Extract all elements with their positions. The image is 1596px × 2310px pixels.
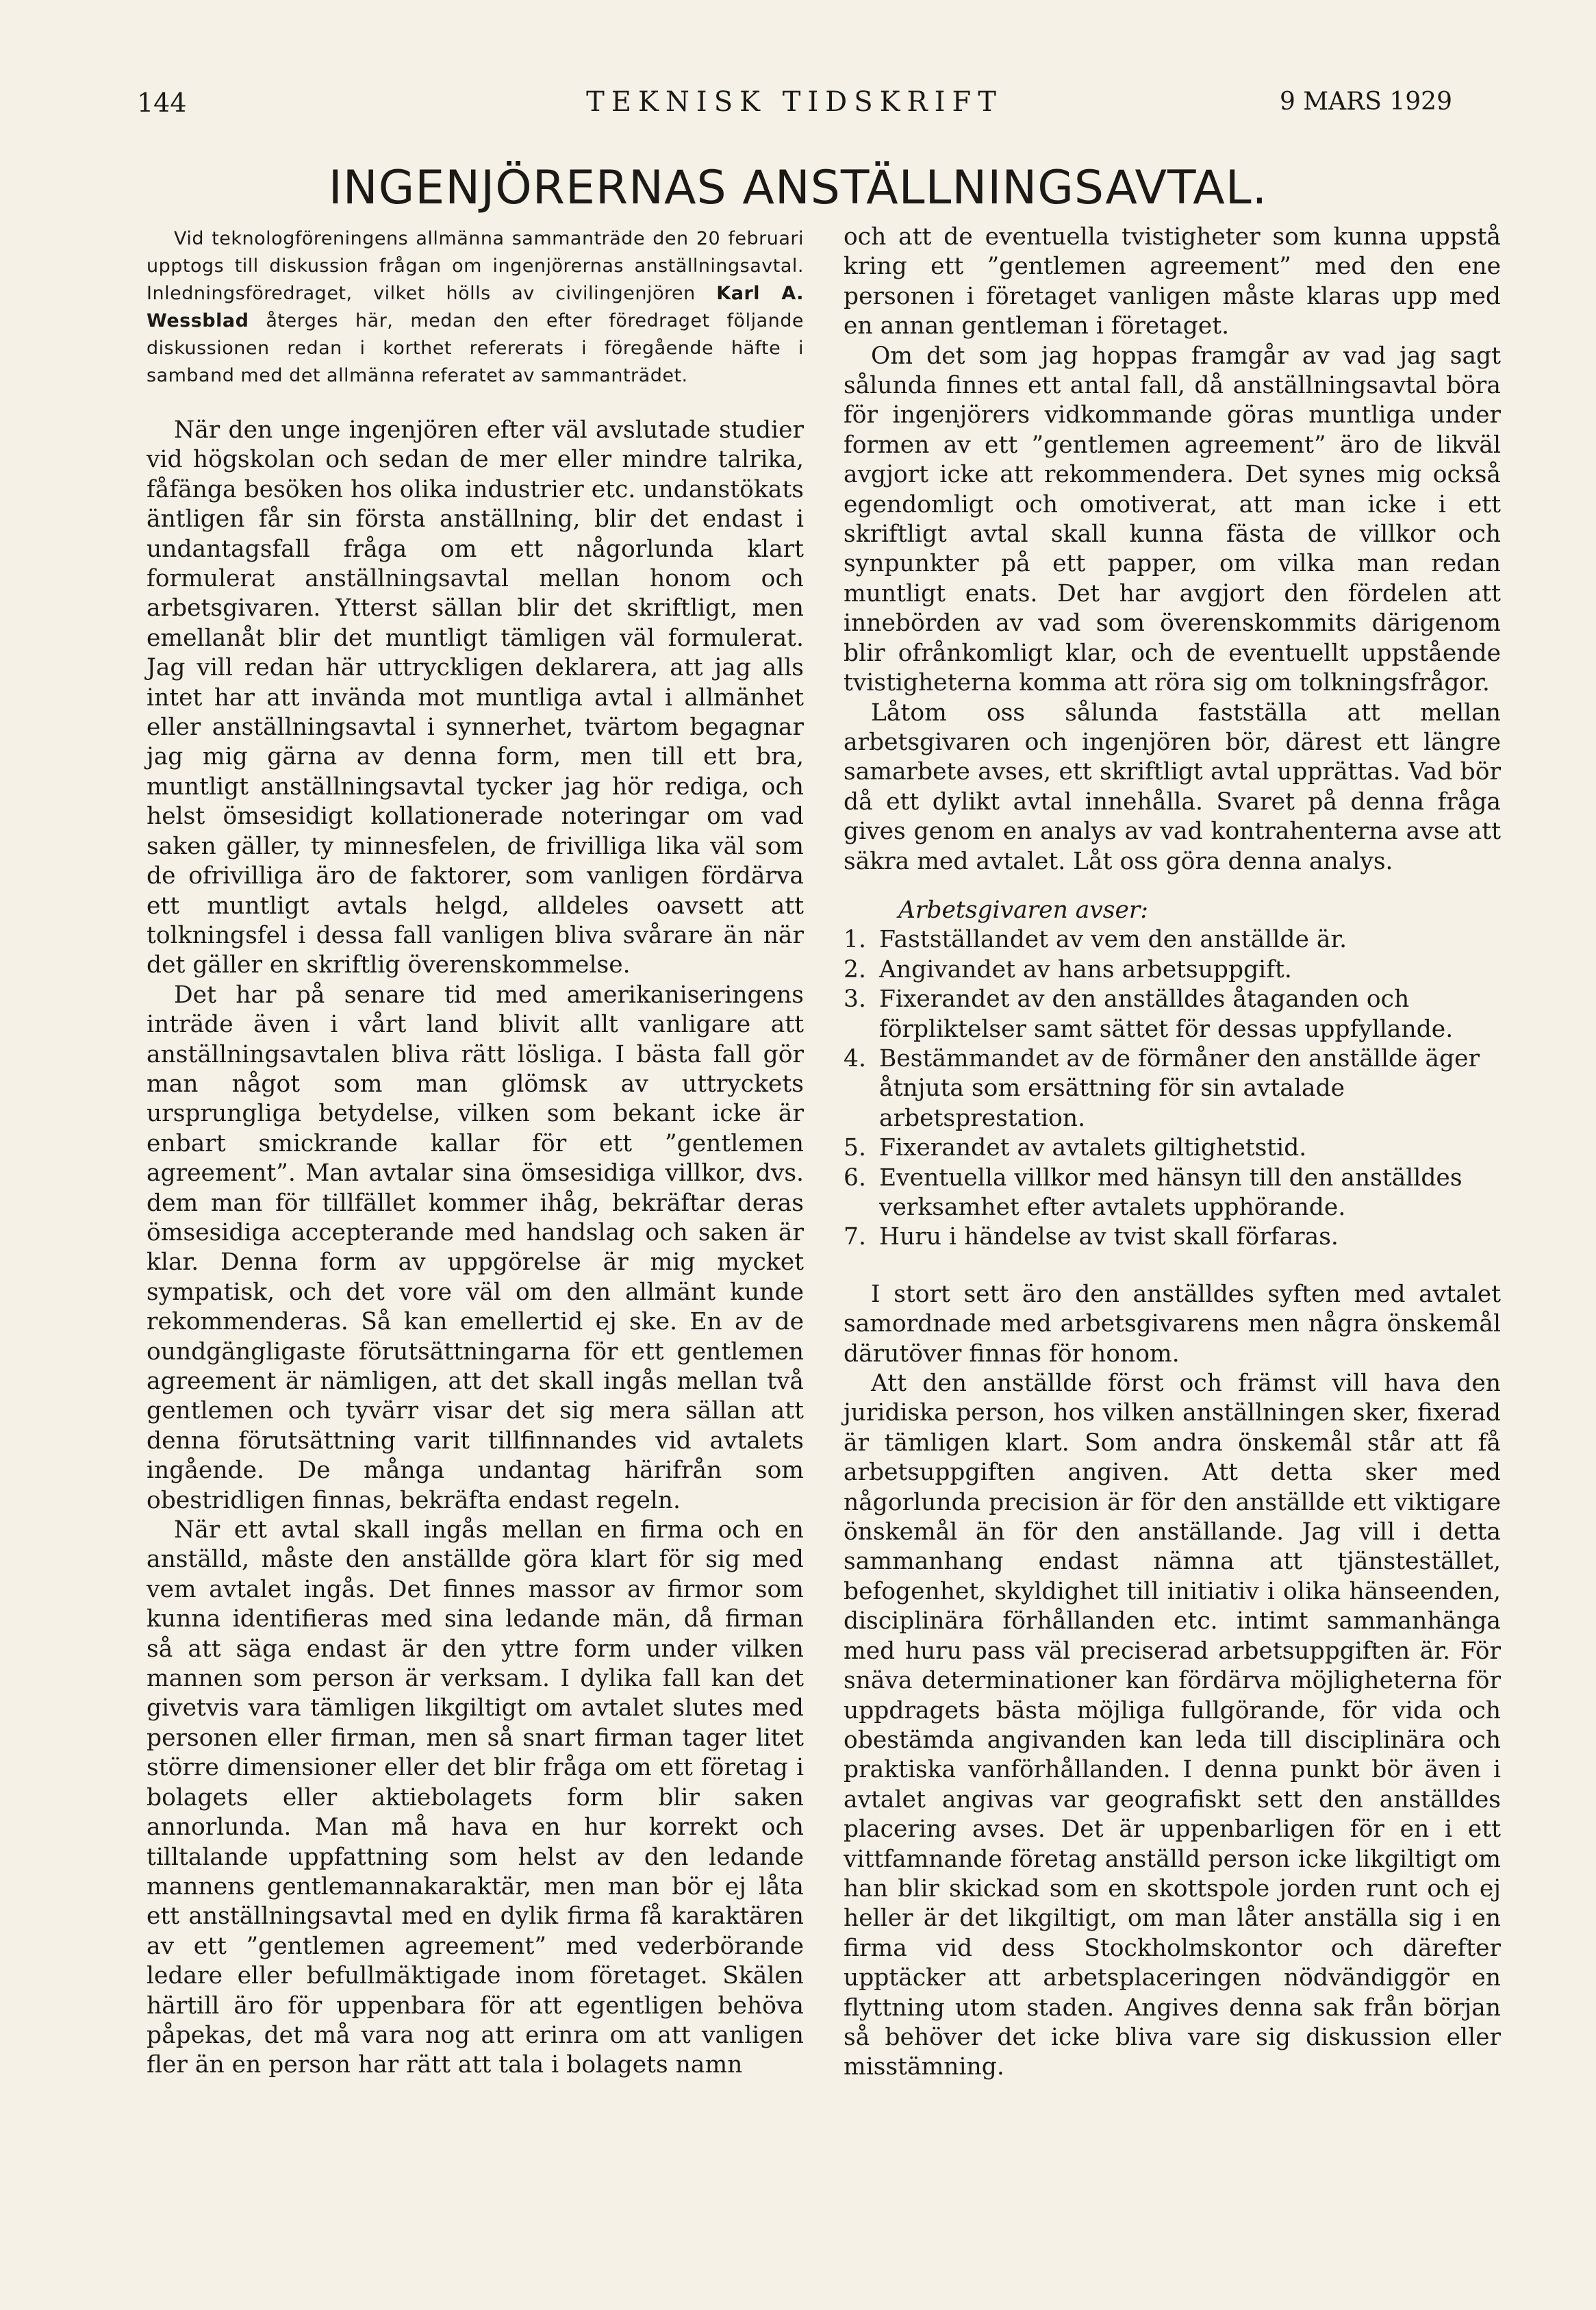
- article-title: INGENJÖRERNAS ANSTÄLLNINGSAVTAL.: [328, 161, 1268, 215]
- body-paragraph: Låtom oss sålunda fastställa att mellan arbetsgivaren och ingenjören bör, därest ett längre samarbete avses, ett skriftligt avtal upprättas. Vad bör då ett dylikt avtal innehålla. Svaret på denna fråga gives genom en analys av vad kontrahenterna avse att säkra med avtalet. Låt oss göra denna analys.: [844, 699, 1501, 875]
- body-paragraph: och att de eventuella tvistigheter som kunna uppstå kring ett ”gentlemen agreement” med den ene personen i företaget vanligen måste klaras upp med en annan gentleman i företaget.: [844, 223, 1501, 340]
- list-item-text: Fastställandet av vem den anställde är.: [879, 926, 1347, 954]
- list-item-number: 3.: [844, 985, 866, 1014]
- list-item-number: 5.: [844, 1134, 866, 1162]
- list-item-text: Angivandet av hans arbetsuppgift.: [879, 955, 1292, 983]
- running-header: [137, 81, 1452, 129]
- list-item-text: Huru i händelse av tvist skall förfaras.: [879, 1223, 1339, 1251]
- list-item: [844, 1044, 1501, 1133]
- journal-name: TEKNISK TIDSKRIFT: [586, 86, 1003, 118]
- page-number: 144: [137, 88, 187, 118]
- right-column: [844, 223, 1501, 2083]
- list-item: [844, 985, 1501, 1044]
- list-item-number: 6.: [844, 1164, 866, 1192]
- list-item-number: 1.: [844, 926, 866, 954]
- list-item: [844, 1222, 1501, 1252]
- list-item: [844, 1133, 1501, 1163]
- list-item-text: Fixerandet av avtalets giltighetstid.: [879, 1134, 1307, 1162]
- list-item: [844, 955, 1501, 985]
- body-paragraph: När ett avtal skall ingås mellan en firma och en anställd, måste den anställde göra klart för sig med vem avtalet ingås. Det finnes massor av firmor som kunna identifieras med sina ledande män, då firman så att säga endast är den yttre form under vilken mannen som person är verksam. I dylika fall kan det givetvis vara tämligen likgiltigt om avtalet slutes med personen eller firman, men så snart firman tager litet större dimensioner eller det blir fråga om ett företag i bolagets eller aktiebolagets form blir saken annorlunda. Man må hava en hur korrekt och tilltalande uppfattning som helst av den ledande mannens gentlemannakaraktär, men man bör ej låta ett anställningsavtal med en dylik firma få karaktären av ett ”gentlemen agreement” med vederbörande ledare eller befullmäktigade inom företaget. Skälen härtill äro för uppenbara för att egentligen behöva påpekas, det må vara nog att erinra om att vanligen fler än en person har rätt att tala i bolagets namn: [147, 1516, 804, 2079]
- issue-date: 9 MARS 1929: [1279, 88, 1452, 116]
- list-item-text: Fixerandet av den anställdes åtaganden och förpliktelser samt sättet för dessas uppfyllande.: [879, 985, 1454, 1043]
- list-item-text: Bestämmandet av de förmåner den anställde äger åtnjuta som ersättning för sin avtalade arbetsprestation.: [879, 1044, 1480, 1132]
- intro-text-b: återges här, medan den efter föredraget följande diskussionen redan i korthet refererats i föregående häfte i samband med det allmänna referatet av sammanträdet.: [147, 310, 804, 386]
- body-paragraph: När den unge ingenjören efter väl avslutade studier vid högskolan och sedan de mer eller mindre talrika, fåfänga besöken hos olika industrier etc. undanstökats äntligen får sin första anställning, blir det endast i undantagsfall fråga om ett någorlunda klart formulerat anställningsavtal mellan honom och arbetsgivaren. Ytterst sällan blir det skriftligt, men emellanåt blir det muntligt tämligen väl formulerat. Jag vill redan här uttryckligen deklarera, att jag alls intet har att invända mot muntliga avtal i allmänhet eller anställningsavtal i synnerhet, tvärtom begagnar jag mig gärna av denna form, men till ett bra, muntligt anställningsavtal tycker jag hör rediga, och helst ömsesidigt kollationerade noteringar om vad saken gäller, ty minnesfelen, de frivilliga lika väl som de ofrivilliga äro de faktorer, som vanligen fördärva ett muntligt avtals helgd, alldeles oavsett att tolkningsfel i dessa fall vanligen bliva svårare än när det gäller en skriftlig överenskommelse.: [147, 416, 804, 979]
- intro-note: [147, 225, 804, 390]
- body-paragraph: Att den anställde först och främst vill hava den juridiska person, hos vilken anställningen sker, fixerad är tämligen klart. Som andra önskemål står att få arbetsuppgiften angiven. Att detta sker med någorlunda precision är för den anställde ett viktigare önskemål än för den anställande. Jag vill i detta sammanhang endast nämna att tjänstestället, befogenhet, skyldighet till initiativ i olika hänseenden, disciplinära förhållanden etc. intimt sammanhänga med huru pass väl preciserad arbetsuppgiften är. För snäva determinationer kan fördärva möjligheterna för uppdragets bästa möjliga fullgörande, för vida och obestämda angivanden kan leda till disciplinära och praktiska vanförhållanden. I denna punkt bör även i avtalet angivas var geografiskt sett den anställdes placering avses. Det är uppenbarligen för en i ett vittfamnande företag anställd person icke likgiltigt om han blir skickad som en skottspole jorden runt och ej heller är det likgiltigt, om man låter anställa sig i en firma vid dess Stockholmskontor och därefter upptäcker att arbetsplaceringen nödvändiggör en flyttning utom staden. Angives denna sak från början så behöver det icke bliva vare sig diskussion eller misstämning.: [844, 1370, 1501, 2081]
- employer-aims-list: [844, 925, 1501, 1252]
- body-paragraph: Om det som jag hoppas framgår av vad jag sagt sålunda finnes ett antal fall, då anställningsavtal böra för ingenjörers vidkommande göras muntliga under formen av ett ”gentlemen agreement” äro de likväl avgjort icke att rekommendera. Det synes mig också egendomligt och omotiverat, att man icke i ett skriftligt avtal skall kunna fästa de villkor och synpunkter på ett papper, om vilka man redan muntligt enats. Det har avgjort den fördelen att innebörden av vad som överenskommits därigenom blir ofrånkomligt klar, och de eventuellt uppstående tvistigheterna komma att röra sig om tolkningsfrågor.: [844, 342, 1501, 697]
- left-column: [147, 223, 804, 2081]
- body-paragraph: Det har på senare tid med amerikaniseringens inträde även i vårt land blivit allt vanligare att anställningsavtalen bliva rätt lösliga. I bästa fall gör man något som man glömsk av uttryckets ursprungliga betydelse, vilken som bekant icke är enbart smickrande kallar för ett ”gentlemen agreement”. Man avtalar sina ömsesidiga villkor, dvs. dem man för tillfället kommer ihåg, bekräftar deras ömsesidiga accepterande med handslag och saken är klar. Denna form av uppgörelse är mig mycket sympatisk, och det vore väl om den allmänt kunde rekommenderas. Så kan emellertid ej ske. En av de oundgängligaste förutsättningarna för ett gentlemen agreement är nämligen, att det skall ingås mellan två gentlemen och tyvärr visar det sig mera sällan att denna förutsättning varit tillfinnandes vid avtalets ingående. De många undantag härifrån som obestridligen finnas, bekräfta endast regeln.: [147, 981, 804, 1514]
- list-heading: Arbetsgivaren avser:: [898, 896, 1149, 924]
- list-item-number: 4.: [844, 1044, 866, 1072]
- speaker-name: Karl A. Wessblad: [147, 283, 804, 331]
- list-item-number: 2.: [844, 955, 866, 983]
- list-item: [844, 925, 1501, 955]
- list-item-number: 7.: [844, 1223, 866, 1251]
- list-item: [844, 1164, 1501, 1223]
- intro-text-a: Vid teknologföreningens allmänna sammanträde den 20 februari upptogs till diskussion frågan om ingenjörernas anställningsavtal. Inledningsföredraget, vilket hölls av civilingenjören: [147, 228, 804, 304]
- body-paragraph: I stort sett äro den anställdes syften med avtalet samordnade med arbetsgivarens men några önskemål därutöver finnas för honom.: [844, 1280, 1501, 1368]
- list-item-text: Eventuella villkor med hänsyn till den anställdes verksamhet efter avtalets upphörande.: [879, 1164, 1462, 1221]
